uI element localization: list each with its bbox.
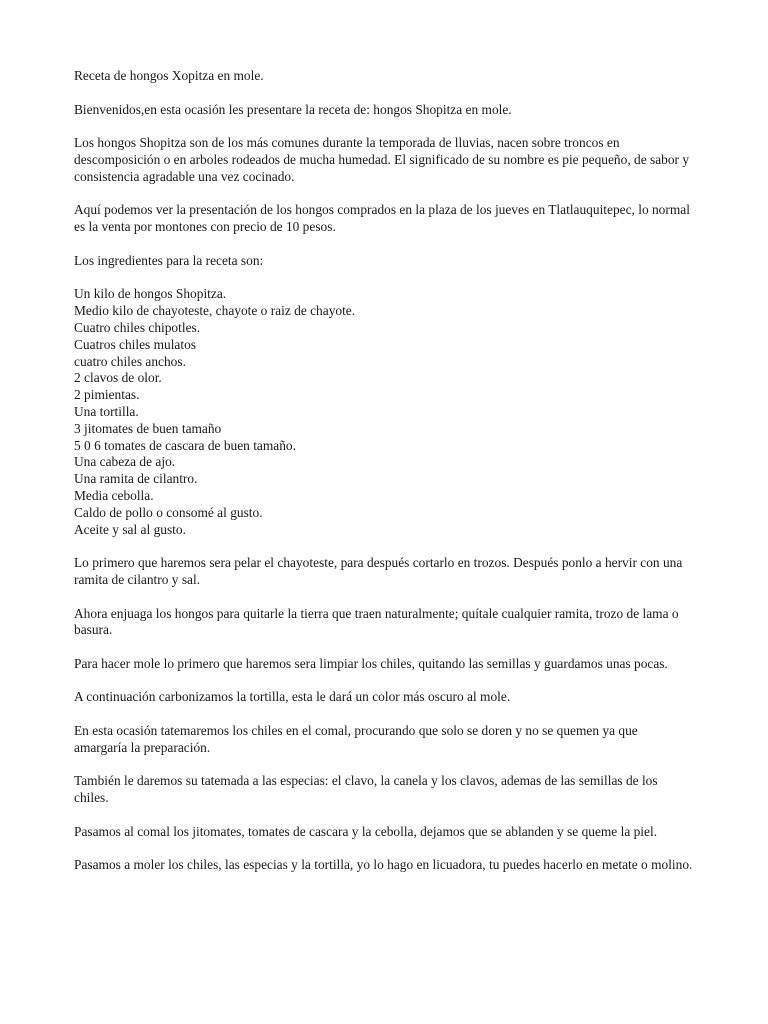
ingredient-item: 3 jitomates de buen tamaño — [74, 420, 222, 436]
ingredient-item: Caldo de pollo o consomé al gusto. — [74, 504, 263, 520]
ingredient-item: Una cabeza de ajo. — [74, 454, 176, 470]
ingredient-item: Media cebolla. — [74, 487, 154, 503]
ingredient-item: Aceite y sal al gusto. — [74, 521, 186, 537]
document-body — [74, 68, 694, 891]
step-paragraph: Ahora enjuaga los hongos para quitarle la tierra que traen naturalmente; quítale cualquier ramita, trozo de lama o basura. — [74, 605, 679, 638]
ingredient-item: Una tortilla. — [74, 403, 139, 419]
ingredient-item: Medio kilo de chayoteste, chayote o raiz de chayote. — [74, 303, 356, 319]
paragraph-description: Los hongos Shopitza son de los más comunes durante la temporada de lluvias, nacen sobre troncos en descomposición o en arboles rodeados de mucha humedad. El significado de su nombre es pie pequeño, de sabor y consistencia agradable una vez cocinado. — [74, 135, 690, 184]
ingredient-item: Cuatros chiles mulatos — [74, 336, 196, 352]
ingredient-item: Cuatro chiles chipotles. — [74, 319, 201, 335]
ingredient-item: cuatro chiles anchos. — [74, 353, 186, 369]
paragraph-welcome: Bienvenidos,en esta ocasión les presentare la receta de: hongos Shopitza en mole. — [74, 101, 512, 117]
ingredient-item: 2 pimientas. — [74, 387, 140, 403]
step-paragraph: Pasamos a moler los chiles, las especias y la tortilla, yo lo hago en licuadora, tu puedes hacerlo en metate o molino. — [74, 857, 693, 873]
ingredient-item: Una ramita de cilantro. — [74, 471, 198, 487]
ingredient-item: 2 clavos de olor. — [74, 370, 162, 386]
step-paragraph: Para hacer mole lo primero que haremos sera limpiar los chiles, quitando las semillas y guardamos unas pocas. — [74, 655, 668, 671]
ingredient-item: Un kilo de hongos Shopitza. — [74, 286, 227, 302]
step-paragraph: Pasamos al comal los jitomates, tomates de cascara y la cebolla, dejamos que se ablanden y se queme la piel. — [74, 823, 658, 839]
paragraph-ingredients-intro: Los ingredientes para la receta son: — [74, 252, 264, 268]
ingredient-item: 5 0 6 tomates de cascara de buen tamaño. — [74, 437, 296, 453]
paragraph-presentation: Aquí podemos ver la presentación de los hongos comprados en la plaza de los jueves en Tlatlauquitepec, lo normal es la venta por montones con precio de 10 pesos. — [74, 202, 690, 235]
step-paragraph: Lo primero que haremos sera pelar el chayoteste, para después cortarlo en trozos. Después ponlo a hervir con una ramita de cilantro y sal. — [74, 555, 683, 587]
step-paragraph: También le daremos su tatemada a las especias: el clavo, la canela y los clavos, ademas de las semillas de los chiles. — [74, 773, 658, 806]
document-title: Receta de hongos Xopitza en mole. — [74, 68, 264, 83]
step-paragraph: A continuación carbonizamos la tortilla, esta le dará un color más oscuro al mole. — [74, 689, 511, 705]
step-paragraph: En esta ocasión tatemaremos los chiles en el comal, procurando que solo se doren y no se quemen ya que amargaría la preparación. — [74, 723, 638, 755]
ingredients-list — [74, 286, 694, 538]
